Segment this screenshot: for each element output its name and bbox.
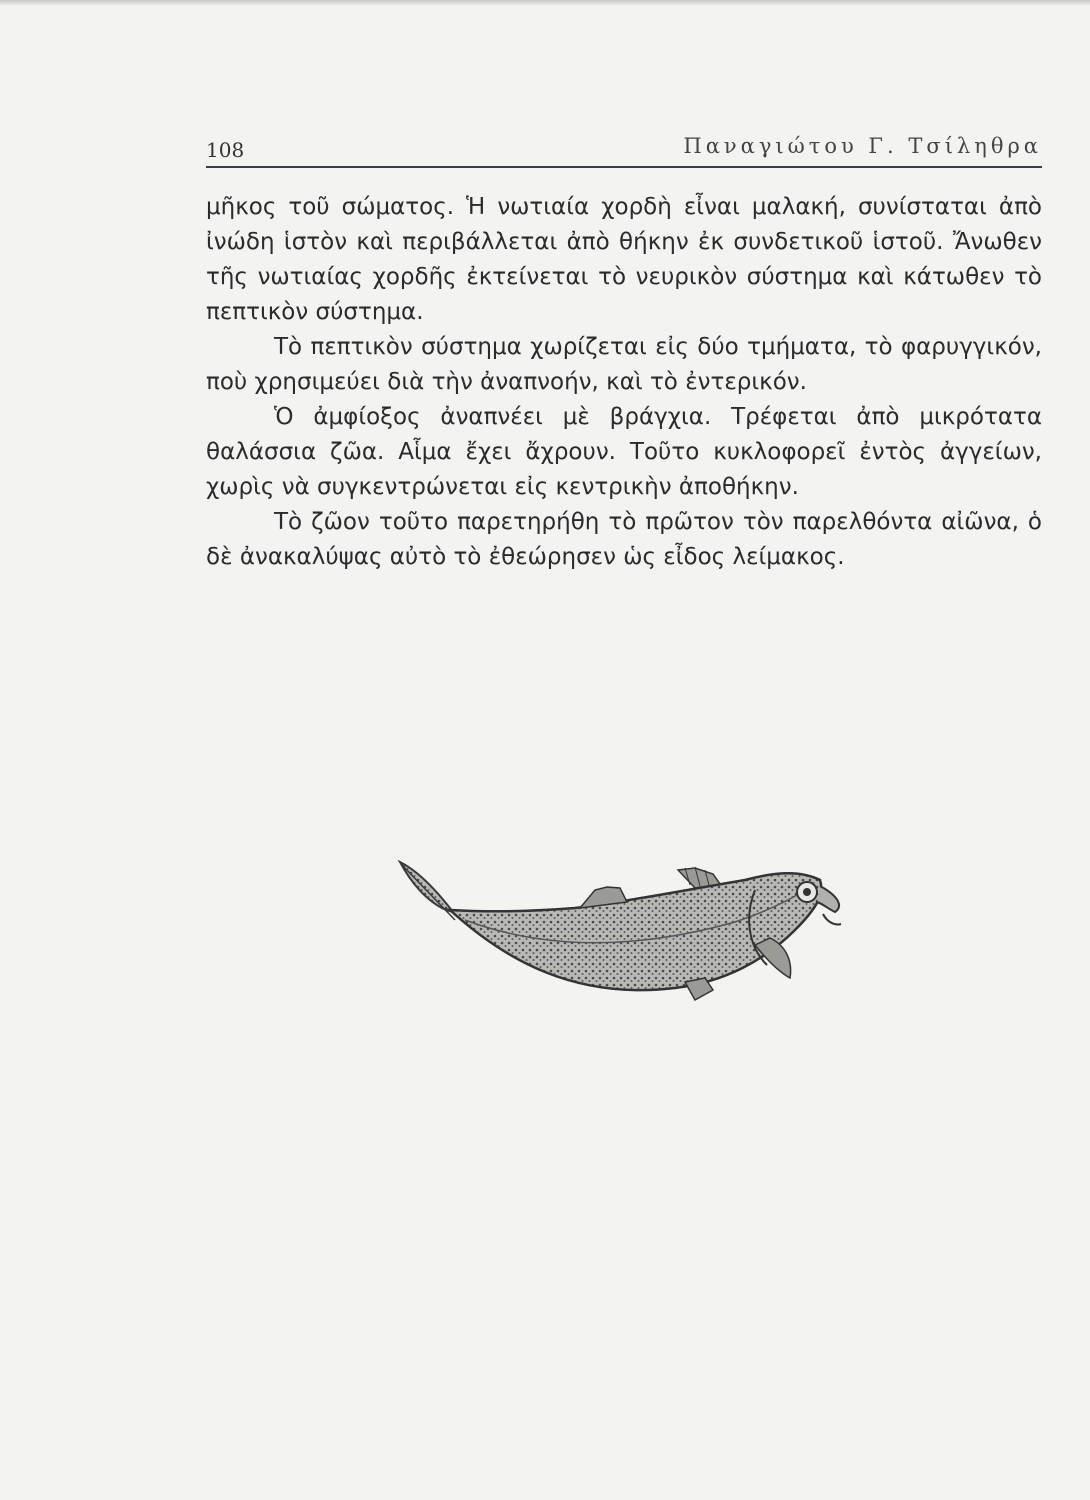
body-text bbox=[206, 190, 1042, 575]
paragraph: Ὁ ἀμφίοξος ἀναπνέει μὲ βράγχια. Τρέφεται ἀπὸ μικρότατα θαλάσσια ζῶα. Αἷμα ἔχει ἄχρουν. Τοῦτο κυκλοφορεῖ ἐντὸς ἀγγείων, χωρὶς νὰ συγκεντρώνεται εἰς κεντρικὴν ἀποθήκην. bbox=[206, 404, 1042, 500]
page-number: 108 bbox=[206, 138, 245, 162]
page-edge bbox=[0, 0, 1090, 6]
paragraph: Τὸ ζῶον τοῦτο παρετηρήθη τὸ πρῶτον τὸν παρελθόντα αἰῶνα, ὁ δὲ ἀνακαλύψας αὐτὸ τὸ ἐθεώρησεν ὡς εἶδος λείμακος. bbox=[206, 509, 1042, 570]
page-header bbox=[206, 128, 1042, 168]
running-head: Παναγιώτου Γ. Τσίληθρα bbox=[683, 134, 1042, 158]
fish-illustration bbox=[395, 850, 865, 1010]
header-rule bbox=[206, 166, 1042, 168]
paragraph: Τὸ πεπτικὸν σύστημα χωρίζεται εἰς δύο τμήματα, τὸ φαρυγγικόν, ποὺ χρησιμεύει διὰ τὴν ἀναπνοήν, καὶ τὸ ἐντερικόν. bbox=[206, 334, 1042, 395]
paragraph: μῆκος τοῦ σώματος. Ἡ νωτιαία χορδὴ εἶναι μαλακή, συνίσταται ἀπὸ ἰνώδη ἱστὸν καὶ περιβάλλεται ἀπὸ θήκην ἐκ συνδετικοῦ ἱστοῦ. Ἄνωθεν τῆς νωτιαίας χορδῆς ἐκτείνεται τὸ νευρικὸν σύστημα καὶ κάτωθεν τὸ πεπτικὸν σύστημα. bbox=[206, 194, 1042, 325]
fish-illustration-icon bbox=[395, 850, 865, 1010]
